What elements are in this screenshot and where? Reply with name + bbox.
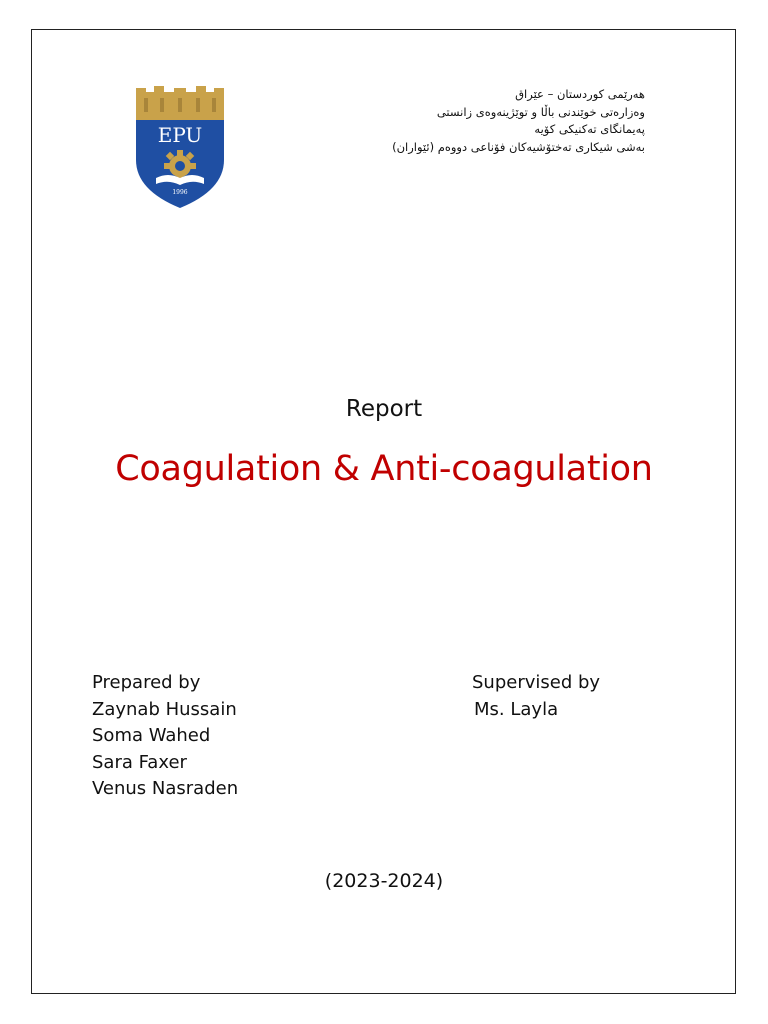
prepared-by-section bbox=[92, 670, 238, 803]
report-label: Report bbox=[345, 396, 423, 422]
header-line-department: بەشی شیکاری تەختۆشیەکان فۆناعی دووەم (ئێواران) bbox=[392, 139, 645, 154]
supervisor-name: Ms. Layla bbox=[474, 698, 559, 720]
supervised-by-heading: Supervised by bbox=[472, 672, 601, 693]
logo-text: EPU bbox=[157, 123, 203, 147]
author-name: Zaynab Hussain bbox=[92, 698, 237, 720]
epu-logo bbox=[134, 86, 226, 210]
institution-header bbox=[380, 86, 645, 156]
prepared-by-heading: Prepared by bbox=[92, 672, 201, 693]
header-line-institute: پەیمانگای تەکنیکی کۆیە bbox=[534, 122, 645, 136]
header-line-ministry: وەزارەتی خوێندنی باڵا و توێژینەوەی زانستی bbox=[436, 104, 645, 119]
report-title: Coagulation & Anti-coagulation bbox=[115, 449, 653, 489]
header-line-region: هەرێمی کوردستان – عێراق bbox=[515, 87, 645, 101]
supervised-by-section bbox=[472, 670, 600, 723]
academic-year: (2023-2024) bbox=[324, 870, 444, 892]
author-name: Soma Wahed bbox=[92, 725, 211, 746]
author-name: Venus Nasraden bbox=[92, 778, 239, 799]
logo-year: 1996 bbox=[172, 189, 188, 196]
author-name: Sara Faxer bbox=[92, 751, 187, 773]
